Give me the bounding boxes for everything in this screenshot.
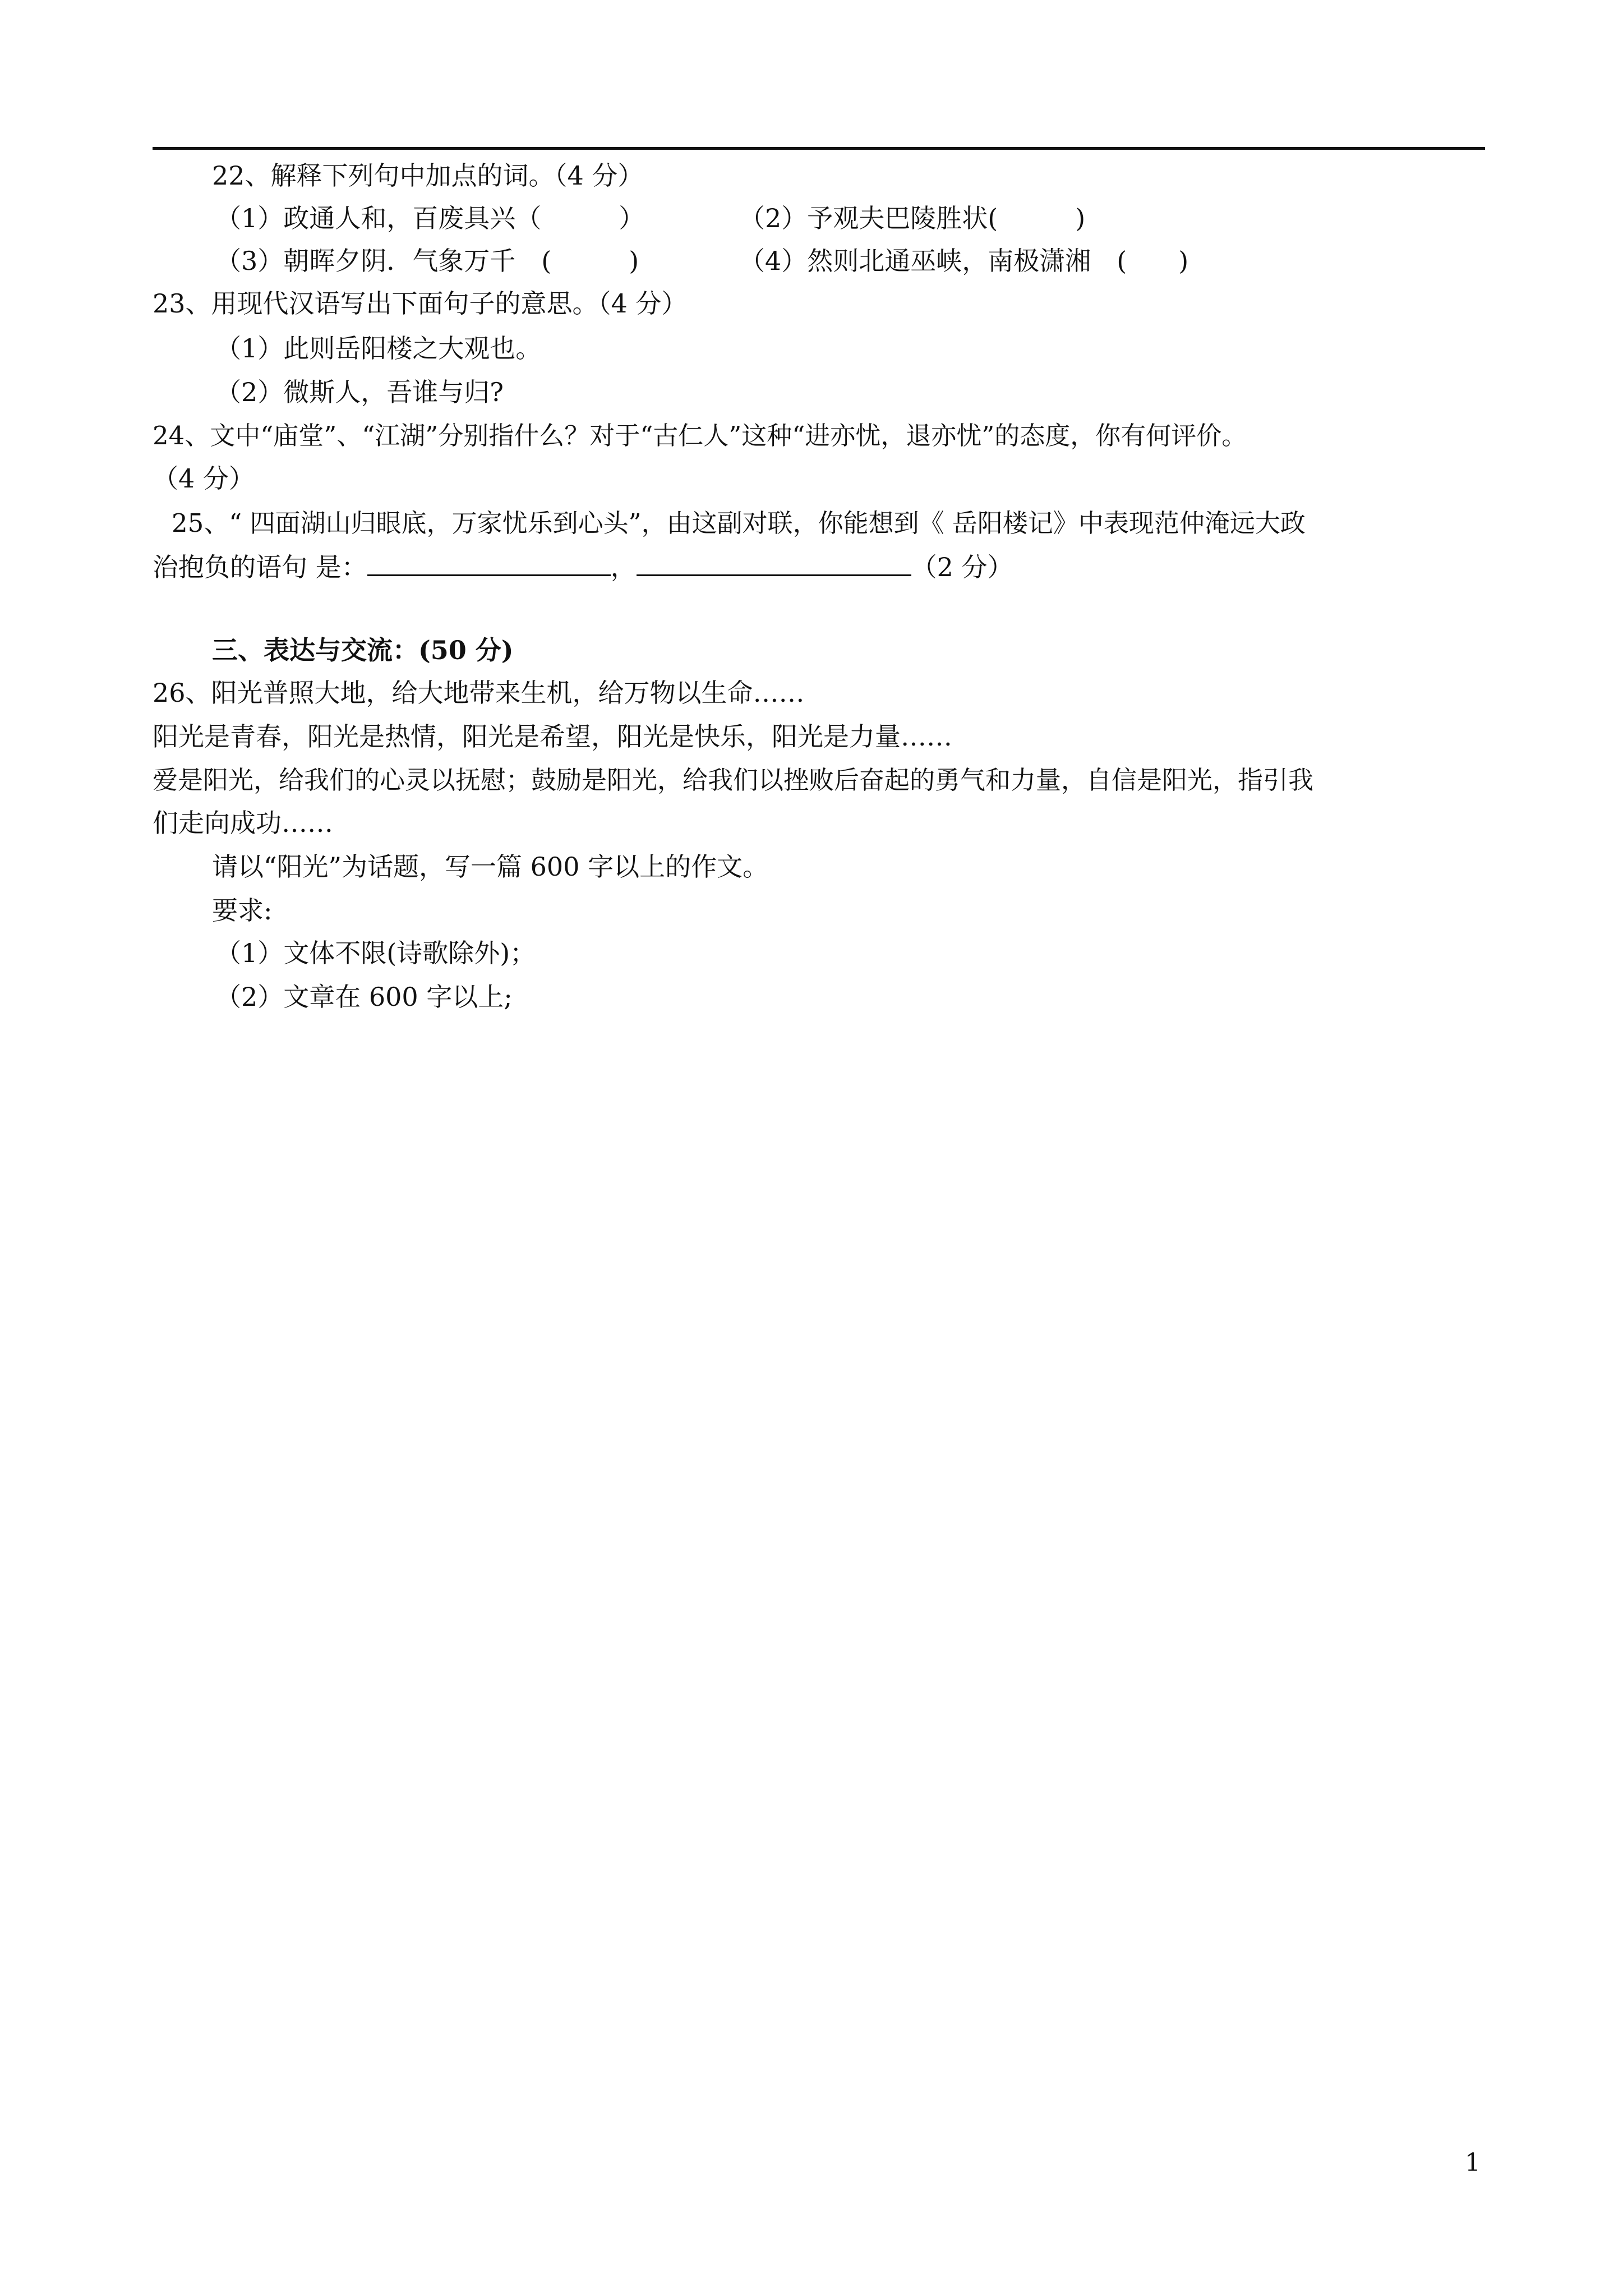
q22-item-3: （3）朝晖夕阴．气象万千 ( ) <box>215 246 639 276</box>
header-rule <box>153 147 1485 150</box>
q22-item-1: （1）政通人和，百废具兴（ ） <box>215 203 645 233</box>
q23-stem: 23、用现代汉语写出下面句子的意思。（4 分） <box>153 288 688 319</box>
page-number: 1 <box>1465 2148 1481 2177</box>
q26-line-3: 爱是阳光，给我们的心灵以抚慰；鼓励是阳光，给我们以挫败后奋起的勇气和力量，自信是阳光，指引我 <box>153 765 1314 795</box>
q25-line-2 <box>153 550 1013 585</box>
q23-item-2: （2）微斯人，吾谁与归? <box>215 377 504 407</box>
section-3-heading: 三、表达与交流：(50 分) <box>212 635 514 665</box>
q26-requirement-1: （1）文体不限(诗歌除外)； <box>215 938 536 968</box>
q26-prompt: 请以“阳光”为话题，写一篇 600 字以上的作文。 <box>212 852 769 882</box>
q23-item-1: （1）此则岳阳楼之大观也。 <box>215 333 542 364</box>
q25-score: （2 分） <box>911 552 1013 582</box>
q22-stem: 22、解释下列句中加点的词。（4 分） <box>212 160 644 191</box>
q24-line-2: （4 分） <box>153 463 255 494</box>
q25-answer-blank-1[interactable] <box>367 550 611 576</box>
q26-requirements-label: 要求: <box>212 895 273 926</box>
q26-line-2: 阳光是青春，阳光是热情，阳光是希望，阳光是快乐，阳光是力量…… <box>153 721 952 752</box>
q25-line-1: 25、“ 四面湖山归眼底，万家忧乐到心头”，由这副对联，你能想到《 岳阳楼记》中表现范仲淹远大政 <box>172 508 1306 538</box>
q26-line-4: 们走向成功…… <box>153 808 333 838</box>
q26-requirement-2: （2）文章在 600 字以上; <box>215 982 513 1012</box>
q25-separator: ， <box>610 552 637 582</box>
q26-line-1: 26、阳光普照大地，给大地带来生机，给万物以生命…… <box>153 678 805 708</box>
q25-answer-blank-2[interactable] <box>637 550 911 576</box>
q22-item-2: （2）予观夫巴陵胜状( ) <box>739 203 1086 233</box>
q22-item-4: （4）然则北通巫峡，南极潇湘 ( ) <box>739 246 1189 276</box>
q25-prefix: 治抱负的语句 是： <box>153 552 367 582</box>
q24-line-1: 24、文中“庙堂”、“江湖”分别指什么？对于“古仁人”这种“进亦忧，退亦忧”的态度，你有何评价。 <box>153 421 1247 450</box>
